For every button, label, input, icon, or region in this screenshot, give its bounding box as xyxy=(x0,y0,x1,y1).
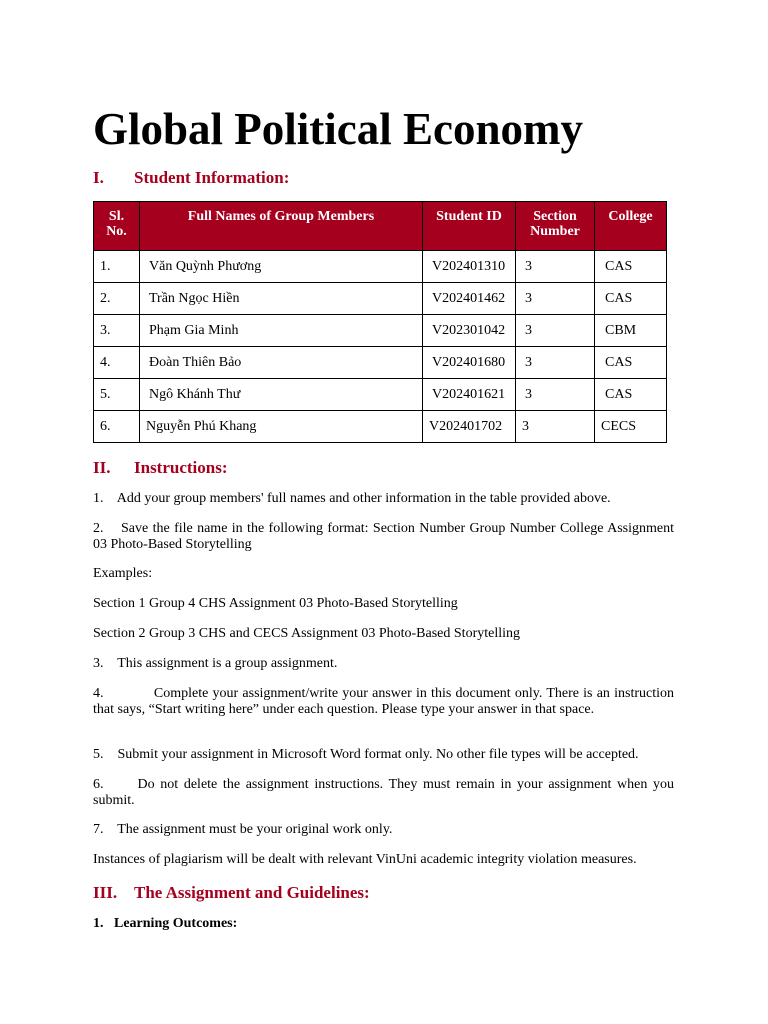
header-section-line2: Number xyxy=(530,224,580,239)
cell-college: CAS xyxy=(595,283,667,315)
table-row xyxy=(94,251,667,283)
cell-section: 3 xyxy=(516,347,595,379)
instruction-2: 2. Save the file name in the following format: Section Number Group Number College Assignment 03 Photo-Based Storytelling xyxy=(93,521,678,552)
header-student-id: Student ID xyxy=(423,202,516,251)
header-sl-line1: Sl. xyxy=(108,209,125,224)
instruction-5: 5. Submit your assignment in Microsoft Word format only. No other file types will be accepted. xyxy=(93,747,639,762)
cell-section: 3 xyxy=(516,315,595,347)
group-members-table xyxy=(93,201,667,443)
instruction-4: 4. Complete your assignment/write your answer in this document only. There is an instruction that says, “Start writing here” under each question. Please type your answer in that space. xyxy=(93,686,678,717)
table-row xyxy=(94,379,667,411)
section-label: Student Information: xyxy=(134,168,290,187)
table-row xyxy=(94,347,667,379)
cell-college: CAS xyxy=(595,379,667,411)
header-section-line1: Section xyxy=(533,209,577,224)
cell-student-id: V202401702 xyxy=(423,411,516,443)
header-college: College xyxy=(595,202,667,251)
instruction-7: 7. The assignment must be your original work only. xyxy=(93,822,393,837)
instruction-3: 3. This assignment is a group assignment. xyxy=(93,656,338,671)
cell-student-id: V202301042 xyxy=(423,315,516,347)
plagiarism-note: Instances of plagiarism will be dealt with relevant VinUni academic integrity violation measures. xyxy=(93,852,637,867)
header-sl-line2: No. xyxy=(106,224,127,239)
header-sl-no xyxy=(94,202,140,251)
cell-section: 3 xyxy=(516,283,595,315)
section-label: Instructions: xyxy=(134,458,228,477)
cell-college: CECS xyxy=(595,411,667,443)
cell-sl: 5. xyxy=(94,379,140,411)
cell-section: 3 xyxy=(516,251,595,283)
table-row xyxy=(94,283,667,315)
cell-section: 3 xyxy=(516,379,595,411)
section-heading-instructions xyxy=(93,458,228,478)
cell-college: CAS xyxy=(595,251,667,283)
subheading-learning-outcomes: 1. Learning Outcomes: xyxy=(93,916,238,931)
cell-sl: 2. xyxy=(94,283,140,315)
cell-student-id: V202401310 xyxy=(423,251,516,283)
example-1: Section 1 Group 4 CHS Assignment 03 Photo-Based Storytelling xyxy=(93,596,458,611)
examples-label: Examples: xyxy=(93,566,153,581)
section-number: II. xyxy=(93,458,111,477)
cell-sl: 1. xyxy=(94,251,140,283)
cell-name: Đoàn Thiên Bảo xyxy=(140,347,423,379)
table-row xyxy=(94,411,667,443)
cell-sl: 3. xyxy=(94,315,140,347)
table-row xyxy=(94,315,667,347)
cell-section: 3 xyxy=(516,411,595,443)
cell-name: Văn Quỳnh Phương xyxy=(140,251,423,283)
cell-student-id: V202401462 xyxy=(423,283,516,315)
cell-name: Nguyễn Phú Khang xyxy=(140,411,423,443)
cell-college: CAS xyxy=(595,347,667,379)
header-section-number xyxy=(516,202,595,251)
cell-student-id: V202401680 xyxy=(423,347,516,379)
document-title: Global Political Economy xyxy=(93,104,583,154)
cell-college: CBM xyxy=(595,315,667,347)
table-header-row xyxy=(94,202,667,251)
section-number: III. xyxy=(93,883,118,902)
section-number: I. xyxy=(93,168,104,187)
section-heading-student-information xyxy=(93,168,289,188)
cell-student-id: V202401621 xyxy=(423,379,516,411)
section-label: The Assignment and Guidelines: xyxy=(134,883,370,902)
header-full-names: Full Names of Group Members xyxy=(140,202,423,251)
cell-sl: 4. xyxy=(94,347,140,379)
cell-name: Trần Ngọc Hiền xyxy=(140,283,423,315)
cell-name: Ngô Khánh Thư xyxy=(140,379,423,411)
cell-sl: 6. xyxy=(94,411,140,443)
section-heading-assignment-guidelines xyxy=(93,883,370,903)
cell-name: Phạm Gia Minh xyxy=(140,315,423,347)
instruction-1: 1. Add your group members' full names and other information in the table provided above. xyxy=(93,491,611,506)
example-2: Section 2 Group 3 CHS and CECS Assignment 03 Photo-Based Storytelling xyxy=(93,626,521,641)
instruction-6: 6. Do not delete the assignment instructions. They must remain in your assignment when you submit. xyxy=(93,777,678,808)
